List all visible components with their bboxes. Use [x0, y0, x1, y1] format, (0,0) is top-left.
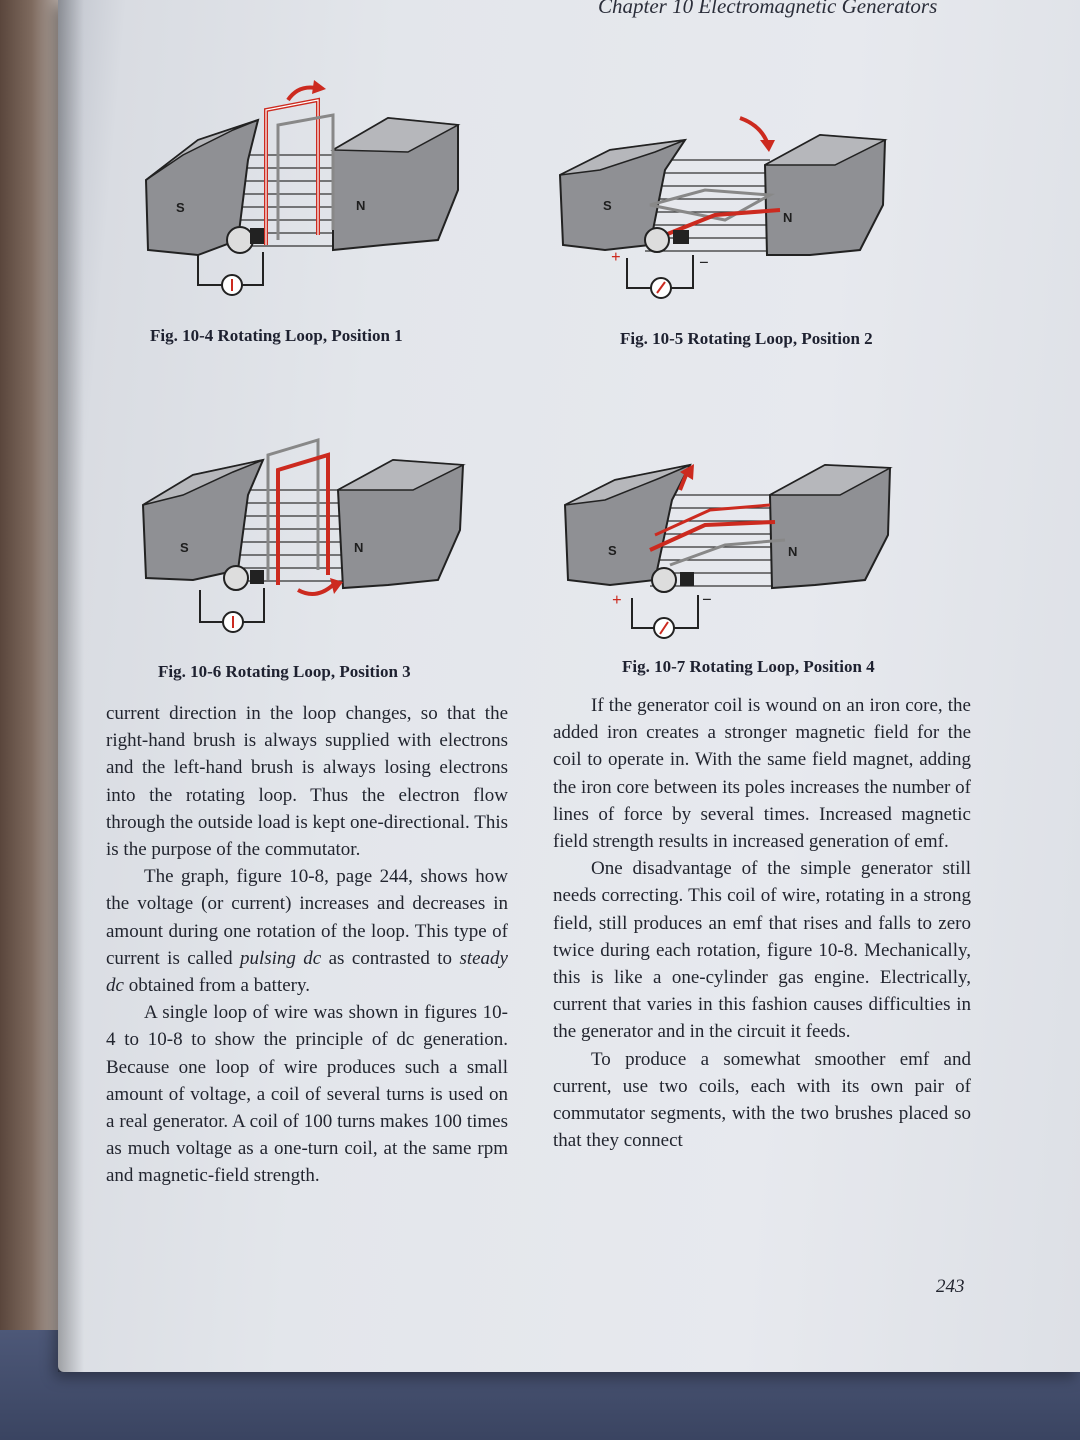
figure-10-6	[138, 430, 468, 645]
north-pole-magnet	[333, 118, 458, 250]
generator-diagram-position-1	[138, 80, 468, 305]
commutator	[645, 228, 669, 252]
generator-diagram-position-4	[560, 450, 895, 645]
rotation-arrow	[298, 585, 333, 594]
south-pole-magnet	[565, 465, 690, 585]
right-paragraph-2: One disadvantage of the simple generator still needs correcting. This coil of wire, rotating in a strong field, still produces an emf that rises and falls to zero twice during each rotation, figure 10-8. Mechanically, this is like a one-cylinder gas engine. Electrically, current that varies in this fashion causes difficulties in the generator and in the circuit it feeds.	[553, 858, 971, 1043]
positive-terminal: +	[611, 247, 621, 266]
left-column	[106, 700, 508, 1190]
left-paragraph-2: The graph, figure 10-8, page 244, shows how the voltage (or current) increases and decreases in amount during one rotation of the loop. This type of current is called pulsing dc as contrasted to steady dc obtained from a battery.	[106, 866, 508, 997]
figure-10-5	[555, 110, 890, 310]
figure-10-5-caption: Fig. 10-5 Rotating Loop, Position 2	[620, 329, 873, 348]
page-number: 243	[936, 1276, 965, 1297]
commutator	[652, 568, 676, 592]
right-paragraph-3: To produce a somewhat smoother emf and current, use two coils, each with its own pair of commutator segments, with the two brushes placed so that they connect	[553, 1048, 971, 1152]
south-pole-label: S	[603, 198, 612, 213]
north-pole-label: N	[783, 210, 793, 225]
north-pole-label: N	[356, 198, 366, 213]
loop-side-gray	[670, 540, 785, 565]
term-steady-dc: steady dc	[106, 947, 508, 997]
loop-side-red	[650, 522, 775, 550]
rotation-arrow	[740, 118, 767, 142]
figure-10-6-caption: Fig. 10-6 Rotating Loop, Position 3	[158, 662, 411, 681]
brush	[673, 230, 689, 244]
south-pole-magnet	[143, 460, 263, 580]
brush	[250, 570, 264, 584]
figure-10-7-caption: Fig. 10-7 Rotating Loop, Position 4	[622, 657, 875, 676]
north-pole-label: N	[354, 540, 364, 555]
left-paragraph-1: current direction in the loop changes, so that the right-hand brush is always supplied with electrons and the left-hand brush is always losing electrons into the rotating loop. Thus the electron flow through the outside load is kept one-directional. This is the purpose of the commutator.	[106, 703, 508, 861]
right-column	[553, 692, 971, 1154]
negative-terminal: −	[702, 590, 712, 609]
south-pole-label: S	[608, 543, 617, 558]
brush	[680, 572, 694, 586]
negative-terminal: −	[699, 253, 709, 272]
north-pole-magnet	[338, 460, 463, 588]
left-paragraph-3: A single loop of wire was shown in figures 10-4 to 10-8 to show the principle of dc generation. Because one loop of wire produces such a small amount of voltage, a coil of several turns is used on a real generator. A coil of 100 turns makes 100 times as much voltage as a one-turn coil, at the same rpm and magnetic-field strength.	[106, 1002, 508, 1187]
loop-side-gray	[278, 115, 333, 240]
right-paragraph-1: If the generator coil is wound on an iron core, the added iron creates a stronger magnetic field for the coil to operate in. With the same field magnet, adding the iron core between its poles increases the number of lines of force by several times. Increased magnetic field strength results in increased generation of emf.	[553, 695, 971, 853]
south-pole-label: S	[180, 540, 189, 555]
north-pole-magnet	[770, 465, 890, 588]
figure-10-4-caption: Fig. 10-4 Rotating Loop, Position 1	[150, 326, 403, 345]
rotation-arrow	[288, 88, 316, 101]
commutator	[224, 566, 248, 590]
figure-10-7	[560, 450, 895, 645]
north-pole-label: N	[788, 544, 798, 559]
loop-side-red	[278, 455, 328, 585]
page-gutter-shadow	[58, 0, 84, 1372]
running-head: Chapter 10 Electromagnetic Generators	[598, 0, 938, 18]
brush	[250, 228, 264, 244]
north-pole-magnet	[765, 135, 885, 255]
south-pole-label: S	[176, 200, 185, 215]
term-pulsing-dc: pulsing dc	[239, 947, 322, 969]
generator-diagram-position-2	[555, 110, 890, 310]
figure-10-4	[138, 80, 468, 305]
commutator	[227, 227, 253, 253]
positive-terminal: +	[612, 590, 622, 609]
generator-diagram-position-3	[138, 430, 468, 645]
